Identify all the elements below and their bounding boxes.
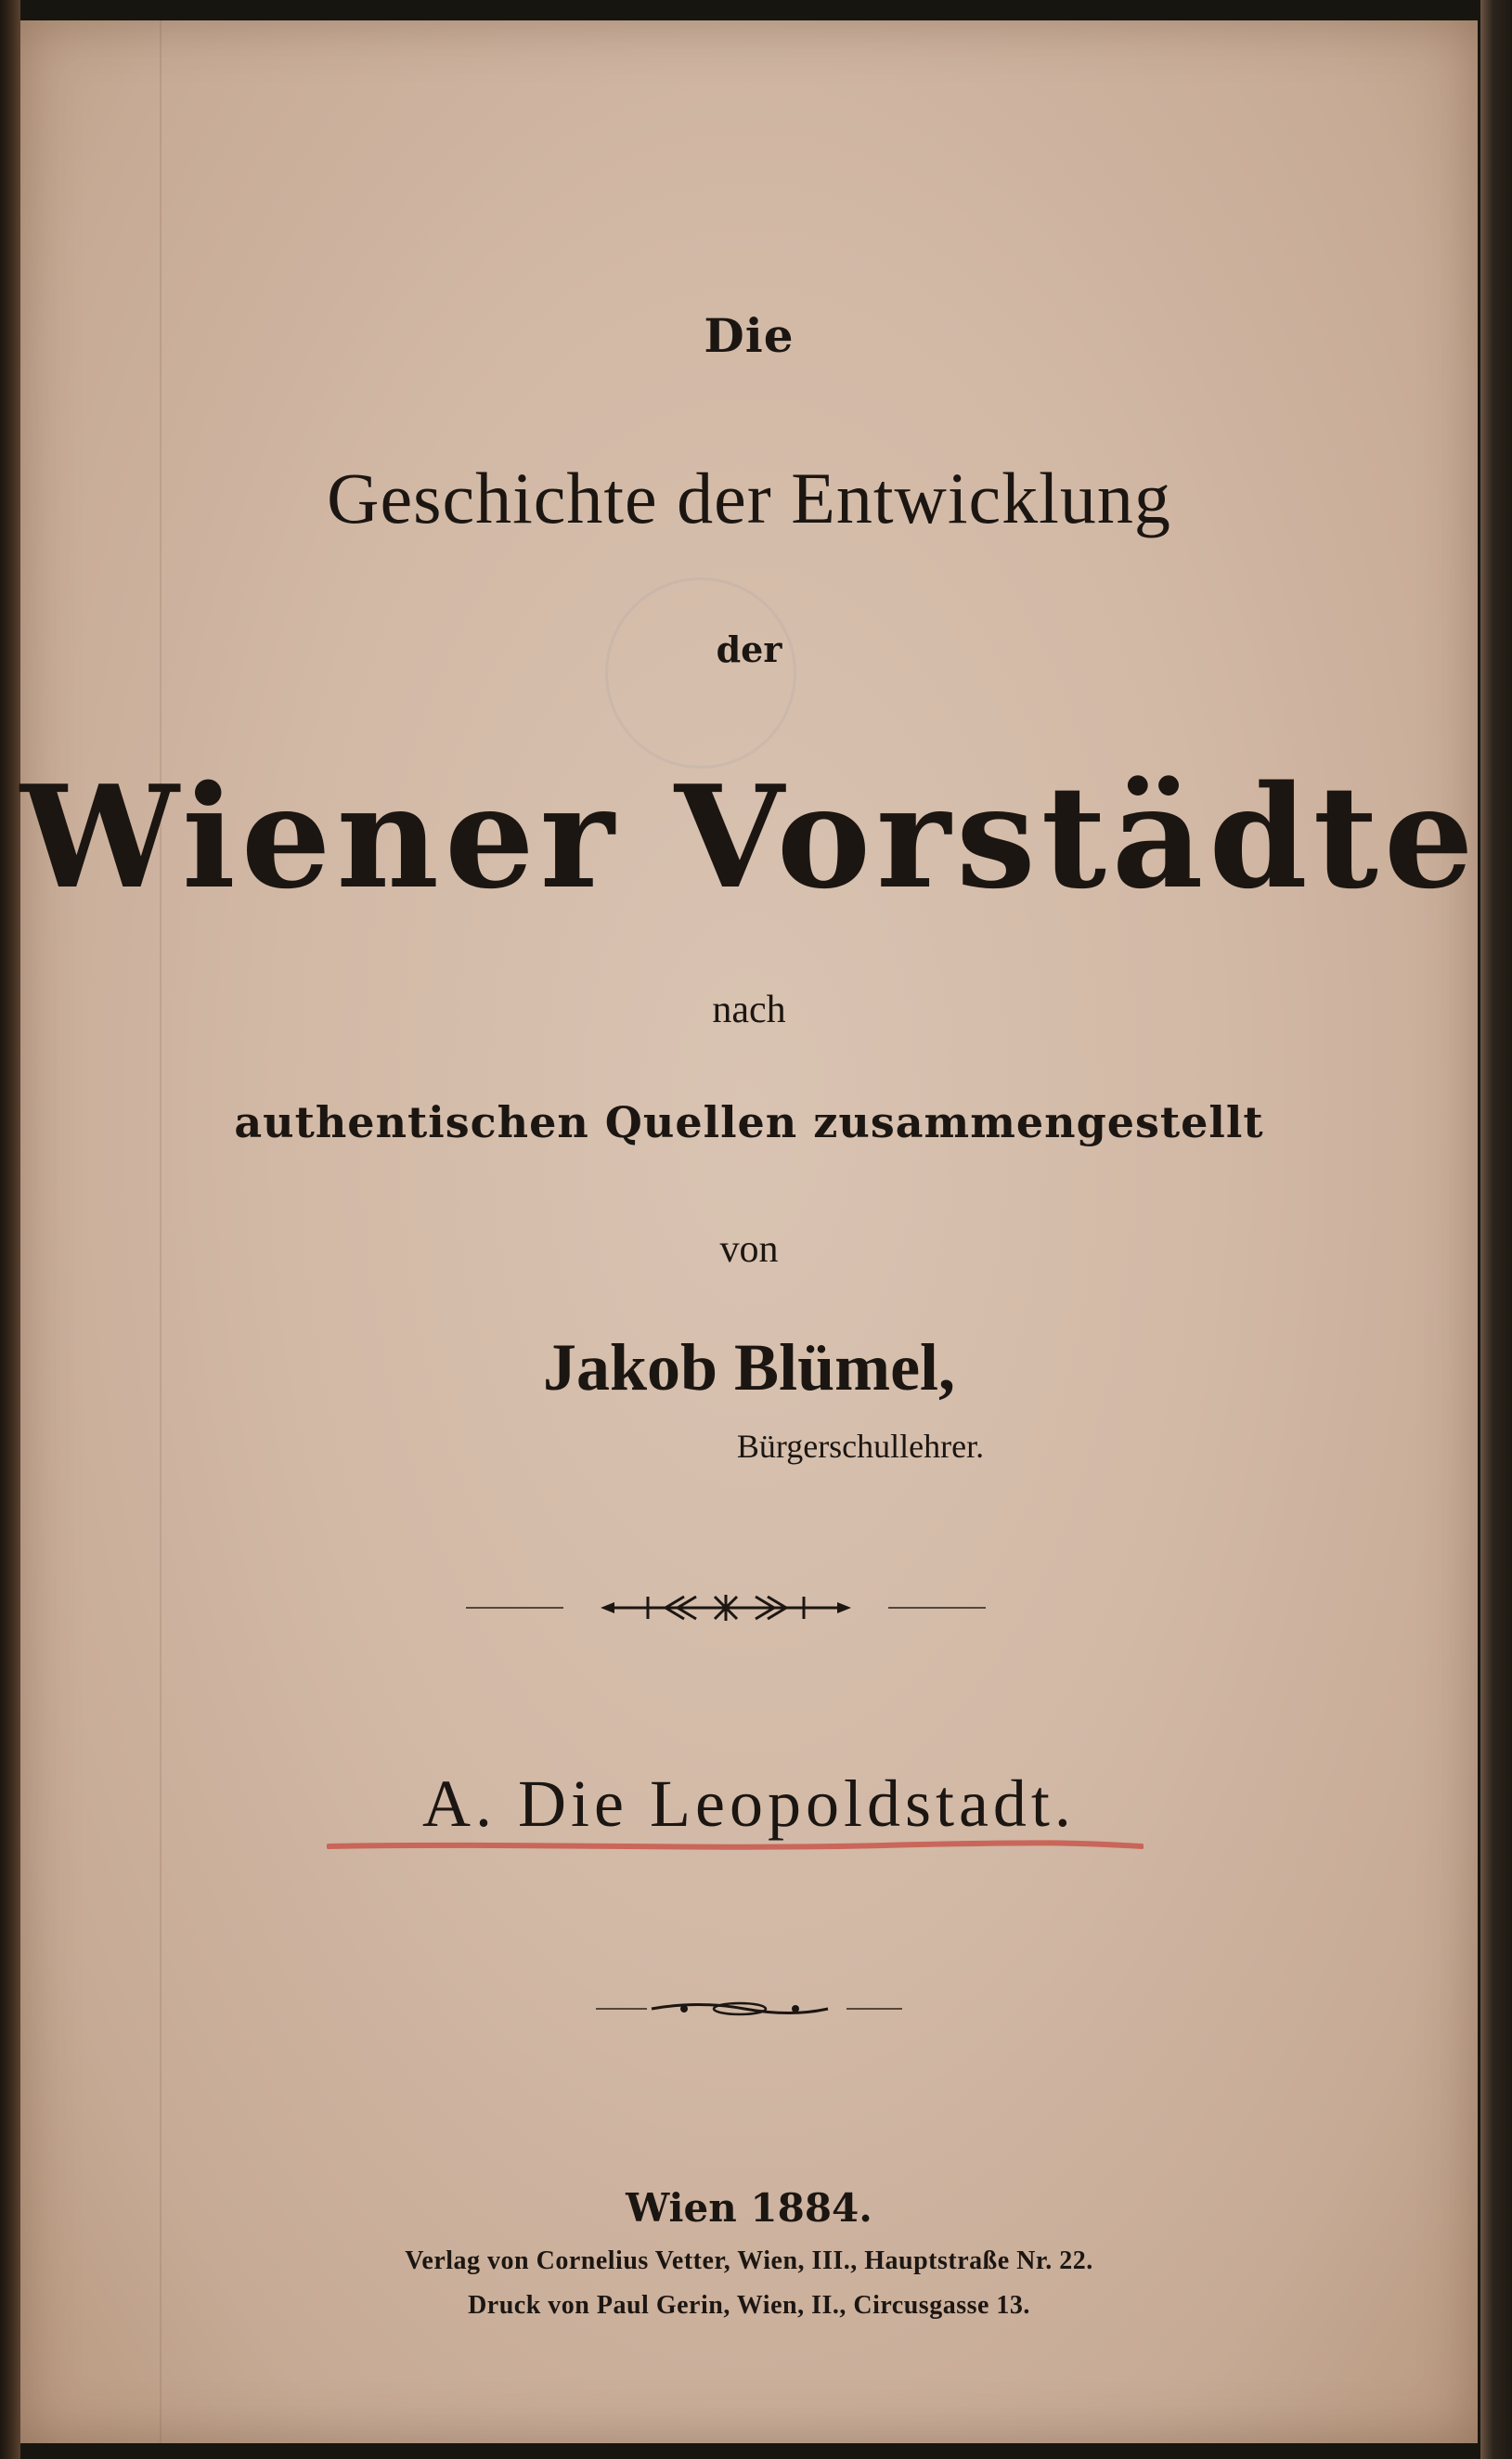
main-title: Wiener Vorstädte bbox=[20, 754, 1480, 920]
title-line-von: von bbox=[719, 1228, 779, 1271]
title-page-leaf bbox=[20, 20, 1478, 2443]
author-name: Jakob Blümel, bbox=[542, 1330, 956, 1404]
book-binding-left bbox=[0, 0, 20, 2459]
part-title: A. Die Leopoldstadt. bbox=[422, 1767, 1076, 1841]
subtitle-line: authentischen Quellen zusammengestellt bbox=[234, 1097, 1264, 1147]
title-line-geschichte: Geschichte der Entwicklung bbox=[327, 458, 1171, 538]
book-binding-right bbox=[1480, 0, 1512, 2459]
small-divider-ornament bbox=[596, 1995, 902, 2023]
imprint-city-year: Wien 1884. bbox=[626, 2185, 872, 2231]
imprint-publisher: Verlag von Cornelius Vetter, Wien, III., Hauptstraße Nr. 22. bbox=[405, 2246, 1093, 2275]
red-pencil-underline bbox=[327, 1840, 1144, 1853]
author-role: Bürgerschullehrer. bbox=[736, 1428, 985, 1465]
imprint-printer: Druck von Paul Gerin, Wien, II., Circusgasse 13. bbox=[468, 2291, 1030, 2320]
faded-stamp-mark bbox=[605, 577, 796, 769]
title-line-der: der bbox=[716, 628, 782, 670]
title-line-nach: nach bbox=[712, 989, 786, 1031]
title-line-die: Die bbox=[704, 308, 795, 363]
decorative-divider-ornament bbox=[466, 1589, 986, 1626]
